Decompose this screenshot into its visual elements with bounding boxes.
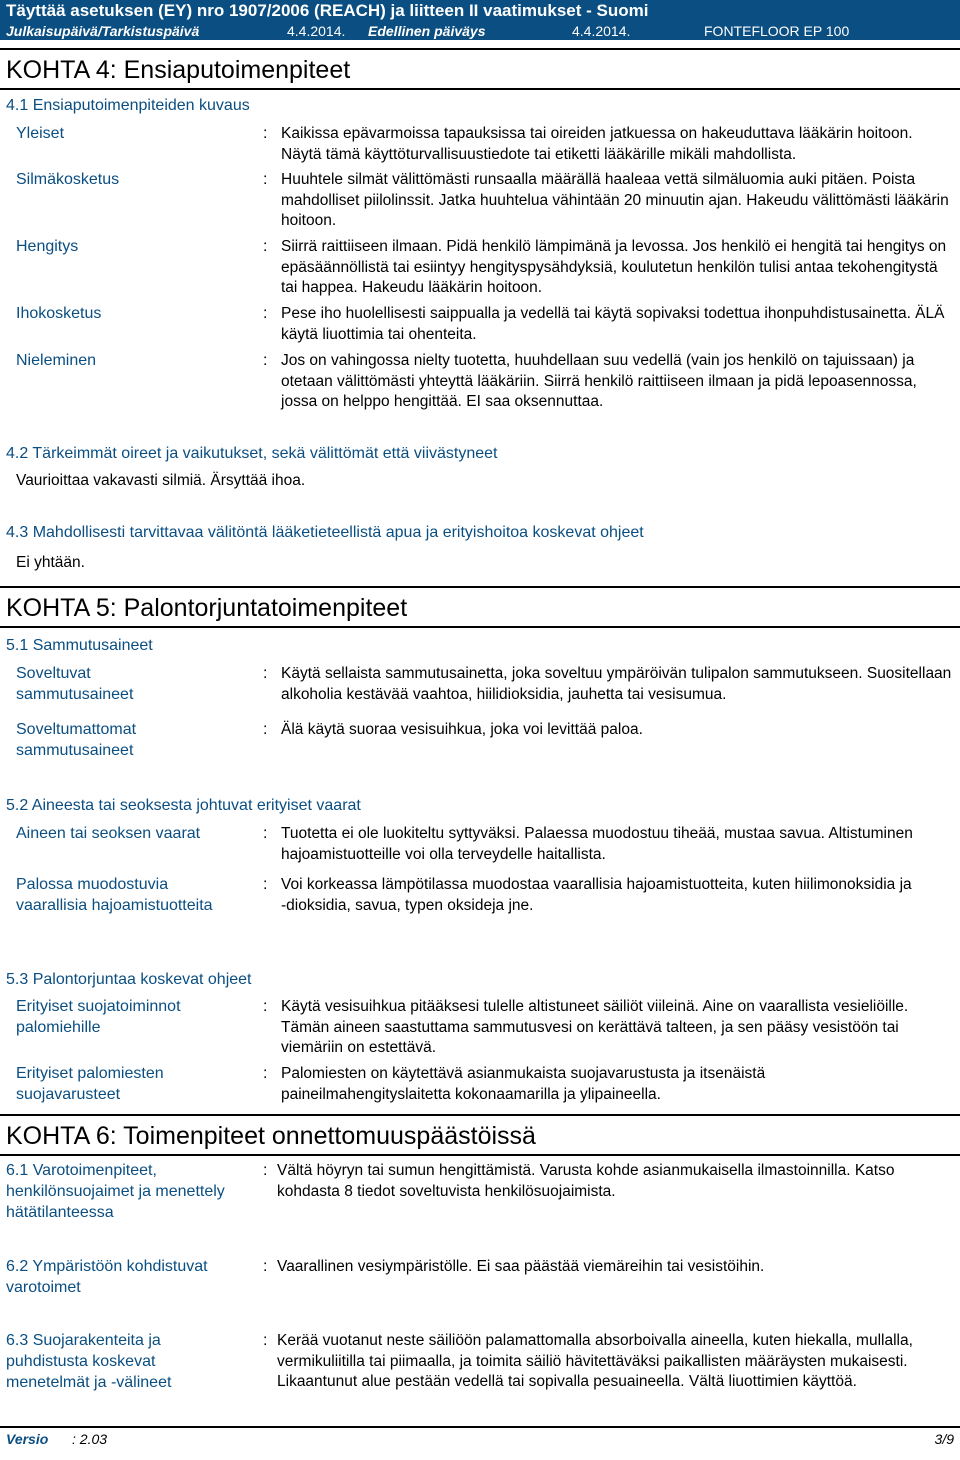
subsection-5-1-title: 5.1 Sammutusaineet xyxy=(6,637,153,654)
page-number: 3/9 xyxy=(934,1431,954,1447)
colon: : xyxy=(263,305,268,322)
subsection-4-3-text: Ei yhtään. xyxy=(16,554,85,571)
row-label-suojavarusteet: Erityiset palomiesten suojavarusteet xyxy=(16,1065,164,1103)
colon: : xyxy=(263,1162,268,1179)
colon: : xyxy=(263,998,268,1015)
row-text-silmakosketus: Huuhtele silmät välittömästi runsaalla määrällä haaleaa vettä silmäluomia auki pitäen. Poista mahdolliset piilolinssit. Jatka huuhtelua vähintään 20 minuutin ajan. Hakeudu välittömästi lääkärin hoitoon. xyxy=(281,171,949,229)
row-text-6-1: Vältä höyryn tai sumun hengittämistä. Varusta kohde asianmukaisella ilmastoinnilla. Katso kohdasta 8 tiedot soveltuvista henkilösuojaimista. xyxy=(277,1162,895,1200)
row-label-ihokosketus: Ihokosketus xyxy=(16,305,102,322)
row-label-6-3: 6.3 Suojarakenteita ja puhdistusta koskevat menetelmät ja -välineet xyxy=(6,1332,172,1391)
subsection-4-1-title: 4.1 Ensiaputoimenpiteiden kuvaus xyxy=(6,97,250,114)
row-label-hengitys: Hengitys xyxy=(16,238,79,255)
row-label-6-1: 6.1 Varotoimenpiteet, henkilönsuojaimet ja menettely hätätilanteessa xyxy=(6,1162,225,1221)
colon: : xyxy=(263,125,268,142)
row-text-soveltumattomat: Älä käytä suoraa vesisuihkua, joka voi levittää paloa. xyxy=(281,721,643,738)
row-label-soveltuvat: Soveltuvat sammutusaineet xyxy=(16,665,134,703)
version-number: : 2.03 xyxy=(72,1431,108,1447)
document-header-title: Täyttää asetuksen (EY) nro 1907/2006 (REACH) ja liitteen II vaatimukset - Suomi xyxy=(0,0,960,22)
publication-date: 4.4.2014. xyxy=(287,23,346,39)
publication-date-label: Julkaisupäivä/Tarkistuspäivä xyxy=(6,23,200,39)
row-label-6-2: 6.2 Ympäristöön kohdistuvat varotoimet xyxy=(6,1258,208,1296)
row-text-suojavarusteet: Palomiesten on käytettävä asianmukaista suojavarustusta ja itsenäistä paineilmahengityslaitetta kokonaamarilla ja ylipaineella. xyxy=(281,1065,766,1103)
colon: : xyxy=(263,238,268,255)
previous-date: 4.4.2014. xyxy=(572,23,631,39)
row-label-silmakosketus: Silmäkosketus xyxy=(16,171,120,188)
row-text-aineen-vaarat: Tuotetta ei ole luokiteltu syttyväksi. Palaessa muodostuu tiheää, mustaa savua. Altistuminen hajoamistuotteille voi olla terveydelle haitallista. xyxy=(281,825,913,863)
page-footer xyxy=(0,1426,960,1448)
product-name: FONTEFLOOR EP 100 xyxy=(704,23,850,39)
section-4-title: KOHTA 4: Ensiaputoimenpiteet xyxy=(6,56,351,84)
section-5-title: KOHTA 5: Palontorjuntatoimenpiteet xyxy=(6,594,408,622)
colon: : xyxy=(263,1258,268,1275)
subsection-4-2-text: Vaurioittaa vakavasti silmiä. Ärsyttää ihoa. xyxy=(16,472,306,489)
row-text-nieleminen: Jos on vahingossa nielty tuotetta, huuhdellaan suu vedellä (vain jos henkilö on tajuissaan) ja otetaan välittömästi yhteyttä lääkäriin. Siirrä henkilö raittiiseen ilmaan ja pidä lepoasennossa, jossa on helppo hengittää. EI saa oksennuttaa. xyxy=(281,352,917,410)
row-text-hajoamistuotteet: Voi korkeassa lämpötilassa muodostaa vaarallisia hajoamistuotteita, kuten hiilimonoksidia ja -dioksidia, savua, typen oksideja jne. xyxy=(281,876,912,914)
subsection-4-2-title: 4.2 Tärkeimmät oireet ja vaikutukset, sekä välittömät että viivästyneet xyxy=(6,445,498,462)
colon: : xyxy=(263,665,268,682)
previous-date-label: Edellinen päiväys xyxy=(368,23,486,39)
row-text-hengitys: Siirrä raittiiseen ilmaan. Pidä henkilö lämpimänä ja levossa. Jos henkilö ei hengitä tai hengitys on epäsäännöllistä tai esiintyy hengityspysähdyksiä, koulutetun henkilön tulisi antaa tekohengitystä tai happea. Hakeudu lääkärin hoitoon. xyxy=(281,238,947,296)
colon: : xyxy=(263,825,268,842)
row-text-6-2: Vaarallinen vesiympäristölle. Ei saa päästää viemäreihin tai vesistöihin. xyxy=(277,1258,765,1275)
row-text-6-3: Kerää vuotanut neste säiliöön palamattomalla absorboivalla aineella, kuten hiekalla, mullalla, vermikuliitilla tai piimaalla, ja toimita säiliö hävitettäväksi paikallisten määräysten mukaisesti. Likaantunut alue pestään vedellä tai sopivalla pesuaineella. Vältä liuottimien käyttöä. xyxy=(277,1332,913,1390)
colon: : xyxy=(263,1065,268,1082)
colon: : xyxy=(263,171,268,188)
row-label-hajoamistuotteet: Palossa muodostuvia vaarallisia hajoamistuotteita xyxy=(16,876,213,914)
colon: : xyxy=(263,876,268,893)
version-label: Versio xyxy=(6,1431,49,1447)
row-label-suojatoiminnot: Erityiset suojatoiminnot palomiehille xyxy=(16,998,181,1036)
document-header-meta xyxy=(0,22,960,40)
row-text-ihokosketus: Pese iho huolellisesti saippualla ja vedellä tai käytä sopivaksi todettua ihonpuhdistusainetta. ÄLÄ käytä liuottimia tai ohenteita. xyxy=(281,305,945,343)
row-label-aineen-vaarat: Aineen tai seoksen vaarat xyxy=(16,825,201,842)
subsection-5-3-title: 5.3 Palontorjuntaa koskevat ohjeet xyxy=(6,971,252,988)
section-6-title: KOHTA 6: Toimenpiteet onnettomuuspäästöissä xyxy=(6,1122,536,1150)
subsection-4-3-title: 4.3 Mahdollisesti tarvittavaa välitöntä lääketieteellistä apua ja erityishoitoa koskevat ohjeet xyxy=(6,524,644,541)
subsection-5-2-title: 5.2 Aineesta tai seoksesta johtuvat erityiset vaarat xyxy=(6,797,361,814)
row-text-suojatoiminnot: Käytä vesisuihkua pitääksesi tulelle altistuneet säiliöt viileinä. Aine on vaarallista vesieliöille. Tämän aineen saastuttama sammutusvesi on kerättävä talteen, ja sen pääsy vesistöön tai viemäriin on estettävä. xyxy=(281,998,909,1056)
row-label-soveltumattomat: Soveltumattomat sammutusaineet xyxy=(16,721,137,759)
row-label-yleiset: Yleiset xyxy=(16,125,65,142)
row-text-soveltuvat: Käytä sellaista sammutusainetta, joka soveltuu ympäröivän tulipalon sammutukseen. Suositellaan alkoholia kestävää vaahtoa, hiilidioksidia, jauhetta tai vesisumua. xyxy=(281,665,952,703)
colon: : xyxy=(263,352,268,369)
colon: : xyxy=(263,721,268,738)
colon: : xyxy=(263,1332,268,1349)
row-text-yleiset: Kaikissa epävarmoissa tapauksissa tai oireiden jatkuessa on hakeuduttava lääkärin hoitoon. Näytä tämä käyttöturvallisuustiedote tai etiketti lääkärille mikäli mahdollista. xyxy=(281,125,913,163)
row-label-nieleminen: Nieleminen xyxy=(16,352,97,369)
